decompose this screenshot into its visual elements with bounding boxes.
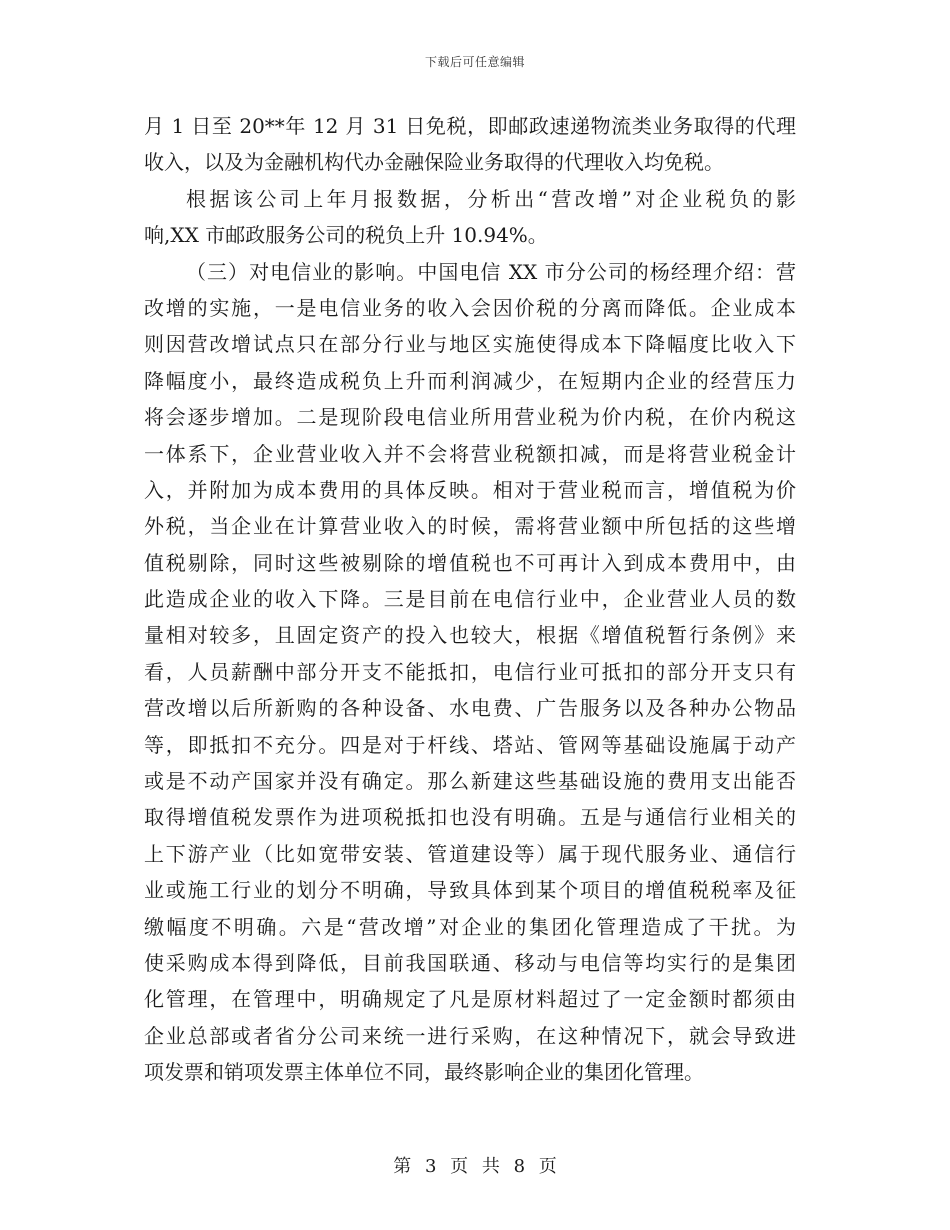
text-line: 上下游产业（比如宽带安装、管道建设等）属于现代服务业、通信行 xyxy=(144,841,796,866)
text-line: 企业总部或者省分公司来统一进行采购，在这种情况下，就会导致进 xyxy=(144,1023,796,1048)
text-line: （三）对电信业的影响。中国电信 XX 市分公司的杨经理介绍：营 xyxy=(186,259,796,284)
text-line: 或是不动产国家并没有确定。那么新建这些基础设施的费用支出能否 xyxy=(144,769,796,794)
text-line: 缴幅度不明确。六是“营改增”对企业的集团化管理造成了干扰。为 xyxy=(144,914,796,939)
text-line: 响,XX 市邮政服务公司的税负上升 10.94%。 xyxy=(144,223,548,248)
text-line: 此造成企业的收入下降。三是目前在电信行业中，企业营业人员的数 xyxy=(144,587,796,612)
document-body xyxy=(144,108,796,1091)
page-footer xyxy=(0,1152,950,1178)
footer-total-pages: 8 xyxy=(513,1156,526,1177)
text-line: 将会逐步增加。二是现阶段电信业所用营业税为价内税，在价内税这 xyxy=(144,405,796,430)
footer-label-total: 共 xyxy=(481,1156,500,1177)
text-line: 看，人员薪酬中部分开支不能抵扣，电信行业可抵扣的部分开支只有 xyxy=(144,659,796,684)
text-line: 月 1 日至 20**年 12 月 31 日免税，即邮政速递物流类业务取得的代理 xyxy=(144,114,796,138)
text-line: 收入，以及为金融机构代办金融保险业务取得的代理收入均免税。 xyxy=(144,150,724,175)
paragraph xyxy=(144,181,796,254)
text-line: 值税剔除，同时这些被剔除的增值税也不可再计入到成本费用中，由 xyxy=(144,550,796,575)
text-line: 业或施工行业的划分不明确，导致具体到某个项目的增值税税率及征 xyxy=(144,878,796,903)
text-line: 改增的实施，一是电信业务的收入会因价税的分离而降低。企业成本 xyxy=(144,295,796,320)
footer-label-of: 页 xyxy=(450,1156,469,1177)
footer-label-end: 页 xyxy=(538,1156,557,1177)
text-line: 等，即抵扣不充分。四是对于杆线、塔站、管网等基础设施属于动产 xyxy=(144,732,796,757)
footer-current-page: 3 xyxy=(424,1156,437,1177)
text-line: 入，并附加为成本费用的具体反映。相对于营业税而言，增值税为价 xyxy=(144,477,796,502)
text-line: 量相对较多，且固定资产的投入也较大，根据《增值税暂行条例》来 xyxy=(144,623,796,648)
paragraph xyxy=(144,254,796,1091)
text-line: 则因营改增试点只在部分行业与地区实施使得成本下降幅度比收入下 xyxy=(144,332,796,357)
text-line: 项发票和销项发票主体单位不同，最终影响企业的集团化管理。 xyxy=(144,1060,704,1085)
text-line: 降幅度小，最终造成税负上升而利润减少，在短期内企业的经营压力 xyxy=(144,368,796,393)
text-line: 一体系下，企业营业收入并不会将营业税额扣减，而是将营业税金计 xyxy=(144,441,796,466)
text-line: 根据该公司上年月报数据，分析出“营改增”对企业税负的影 xyxy=(186,186,796,211)
text-line: 化管理，在管理中，明确规定了凡是原材料超过了一定金额时都须由 xyxy=(144,987,796,1012)
text-line: 使采购成本得到降低，目前我国联通、移动与电信等均实行的是集团 xyxy=(144,950,796,975)
page-header-note: 下载后可任意编辑 xyxy=(424,55,525,69)
text-line: 取得增值税发票作为进项税抵扣也没有明确。五是与通信行业相关的 xyxy=(144,805,796,830)
footer-label-page: 第 xyxy=(393,1156,412,1177)
text-line: 外税，当企业在计算营业收入的时候，需将营业额中所包括的这些增 xyxy=(144,514,796,539)
paragraph xyxy=(144,108,796,181)
text-line: 营改增以后所新购的各种设备、水电费、广告服务以及各种办公物品 xyxy=(144,696,796,721)
